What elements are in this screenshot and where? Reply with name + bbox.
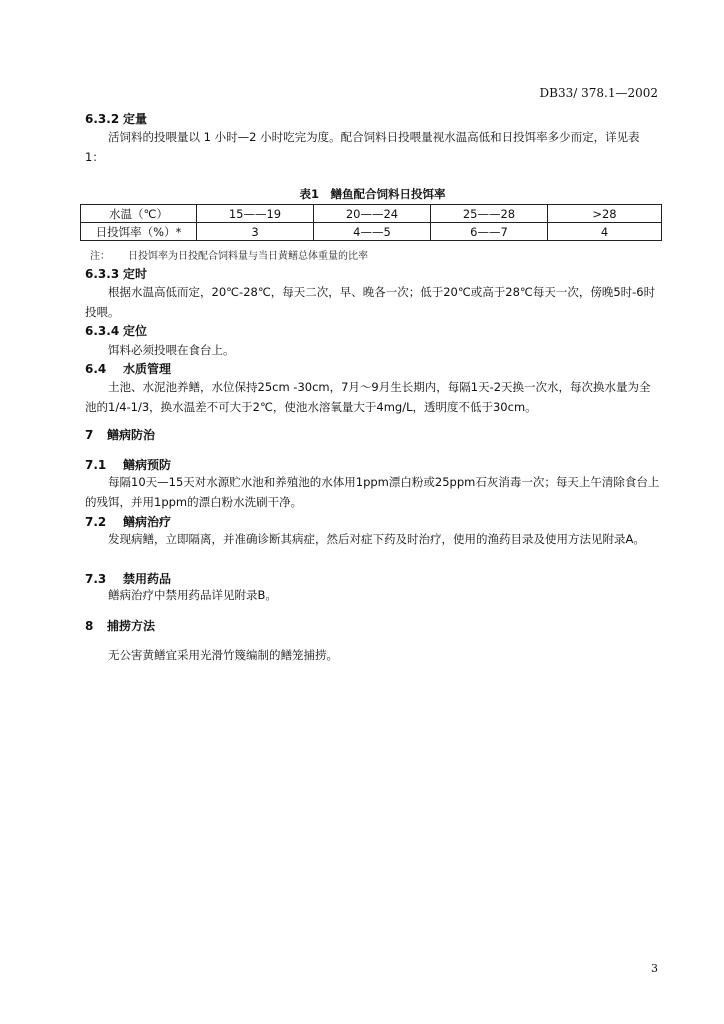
section-title: 定量 <box>123 112 148 126</box>
section-text-8: 无公害黄鳝宜采用光滑竹篾编制的鳝笼捕捞。 <box>108 648 338 662</box>
feeding-rate-table <box>80 204 662 241</box>
section-title: 捕捞方法 <box>107 619 156 633</box>
document-code: DB33/ 378.1—2002 <box>539 86 658 100</box>
table-row <box>81 205 662 223</box>
section-number: 7.3 <box>85 572 107 586</box>
section-heading-6-4 <box>85 360 171 377</box>
table-cell: 4——5 <box>314 223 431 241</box>
section-text-6-3-3: 根据水温高低而定，20℃-28℃，每天二次，早、晚各一次；低于20℃或高于28℃每天一次，傍晚5时-6时投喂。 <box>85 285 656 319</box>
table-cell: 4 <box>548 223 662 241</box>
table-cell: 25——28 <box>431 205 548 223</box>
table-cell: 6——7 <box>431 223 548 241</box>
table-cell: 日投饵率（%）* <box>81 223 197 241</box>
table-cell: >28 <box>548 205 662 223</box>
section-heading-7-2 <box>85 513 171 530</box>
section-text-6-3-2: 活饲料的投喂量以 1 小时—2 小时吃完为度。配合饲料日投喂量视水温高低和日投饵率多少而定，详见表 1： <box>85 130 640 164</box>
table-note <box>90 247 368 262</box>
section-number: 6.3.4 <box>85 324 120 338</box>
page-number: 3 <box>651 962 658 975</box>
section-text-7-2: 发现病鳝，立即隔离，并准确诊断其病症，然后对症下药及时治疗，使用的渔药目录及使用方法见附录A。 <box>108 532 645 546</box>
section-number: 6.4 <box>85 362 107 376</box>
section-text-6-4: 土池、水泥池养鳝，水位保持25cm -30cm，7月～9月生长期内，每隔1天-2天换一次水，每次换水量为全池的1/4-1/3，换水温差不可大于2℃，使池水溶氧量大于4mg/L，透明度不低于30cm。 <box>85 380 651 414</box>
section-number: 7.2 <box>85 515 107 529</box>
section-number: 8 <box>85 619 94 633</box>
table-note-label: 注： <box>90 251 110 262</box>
section-number: 6.3.3 <box>85 267 120 281</box>
table-cell: 15——19 <box>197 205 314 223</box>
section-text-6-3-4: 饵料必须投喂在食台上。 <box>108 343 235 357</box>
section-title: 鳝病预防 <box>123 458 172 472</box>
section-title: 禁用药品 <box>123 572 172 586</box>
table-note-text: 日投饵率为日投配合饲料量与当日黄鳝总体重量的比率 <box>128 251 368 262</box>
table-row <box>81 223 662 241</box>
table-caption: 表1 鳝鱼配合饲料日投饵率 <box>299 187 446 201</box>
section-heading-7-1 <box>85 456 171 473</box>
section-title: 鳝病防治 <box>107 428 156 442</box>
section-number: 7.1 <box>85 458 107 472</box>
section-title: 定时 <box>123 267 148 281</box>
section-heading-6-3-3 <box>85 265 147 282</box>
section-heading-8 <box>85 617 155 634</box>
section-heading-7 <box>85 426 155 443</box>
section-title: 水质管理 <box>123 362 172 376</box>
section-text-7-1: 每隔10天—15天对水源贮水池和养殖池的水体用1ppm漂白粉或25ppm石灰消毒一次；每天上午清除食台上的残饵，并用1ppm的漂白粉水洗刷干净。 <box>85 475 660 509</box>
section-title: 鳝病治疗 <box>123 515 172 529</box>
section-number: 7 <box>85 428 94 442</box>
section-heading-6-3-4 <box>85 322 147 339</box>
section-heading-6-3-2 <box>85 110 147 127</box>
section-title: 定位 <box>123 324 148 338</box>
table-cell: 水温（℃） <box>81 205 197 223</box>
section-number: 6.3.2 <box>85 112 120 126</box>
section-text-7-3: 鳝病治疗中禁用药品详见附录B。 <box>108 588 277 602</box>
table-cell: 20——24 <box>314 205 431 223</box>
table-cell: 3 <box>197 223 314 241</box>
